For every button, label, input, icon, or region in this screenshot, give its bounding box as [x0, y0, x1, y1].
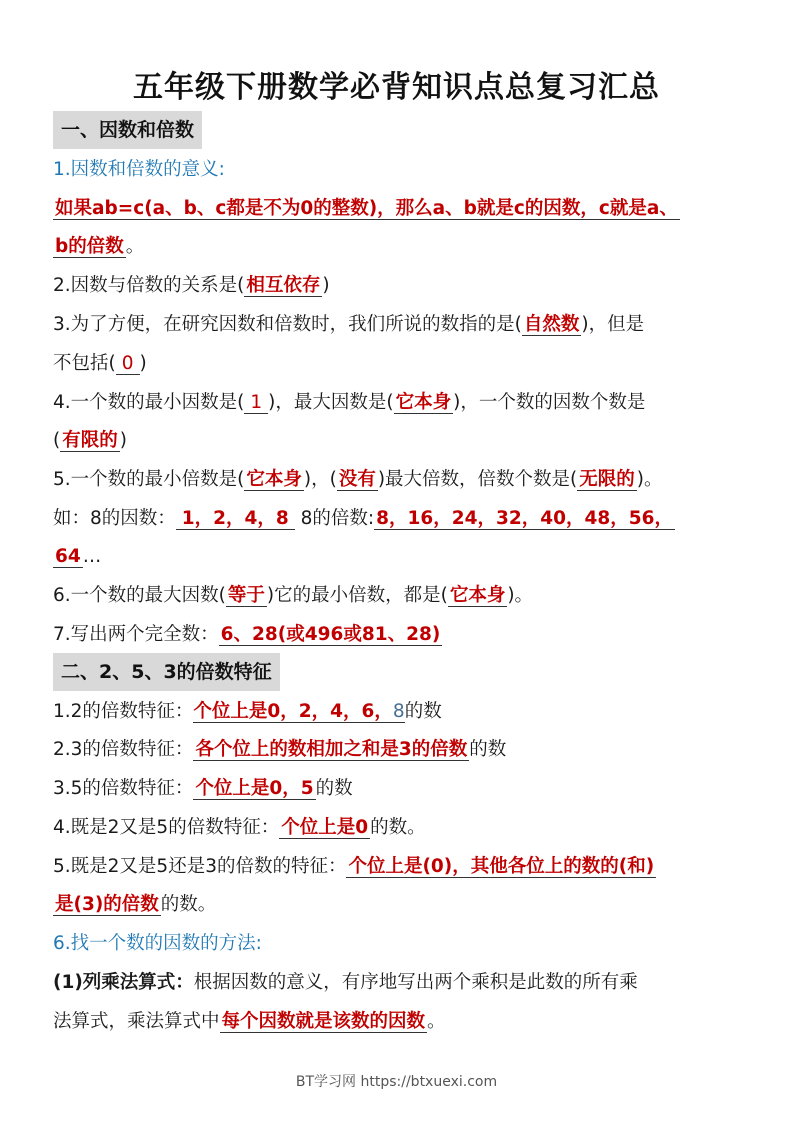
- example-line1: [53, 500, 675, 538]
- q2-prefix: 2.因数与倍数的关系是(: [53, 275, 245, 296]
- a5-answer: 个位上是(0)，其他各位上的数的(和): [348, 856, 655, 877]
- a5-line2-answer: 是(3)的倍数: [55, 894, 159, 915]
- a6-text: 根据因数的意义，有序地写出两个乘积是此数的所有乘: [193, 972, 638, 993]
- q5-mid1: )，(: [303, 469, 337, 490]
- a6-line2: [53, 1003, 446, 1041]
- a5-prefix: 5.既是2又是5还是3的倍数的特征：: [53, 856, 347, 877]
- q3-suffix: )，但是: [581, 314, 645, 335]
- a2-line: [53, 731, 506, 769]
- a3-suffix: 的数: [315, 778, 353, 799]
- a5-line2: [53, 886, 216, 924]
- a4-line: [53, 809, 426, 847]
- section-header-divisibility: 二、2、5、3的倍数特征: [53, 653, 280, 691]
- q1-title: 1.因数和倍数的意义:: [53, 159, 225, 180]
- footer-watermark: BT学习网 https://btxuexi.com: [295, 1074, 498, 1090]
- q5-line: [53, 461, 663, 499]
- q3-line2: [53, 345, 147, 383]
- q6-answer1: 等于: [227, 585, 265, 606]
- section-header-factors-multiples: 一、因数和倍数: [53, 111, 202, 149]
- a6-title: 6.找一个数的因数的方法:: [53, 933, 262, 954]
- q4-prefix: 4.一个数的最小因数是(: [53, 392, 245, 413]
- a2-prefix: 2.3的倍数特征：: [53, 739, 194, 760]
- q4-answer1: 1: [244, 392, 268, 414]
- a6-bold-label: (1)列乘法算式：: [53, 972, 194, 993]
- q4-line2: [53, 422, 127, 460]
- q1-answer-line2: b的倍数: [55, 236, 124, 257]
- a1-prefix: 1.2的倍数特征：: [53, 701, 194, 722]
- q4-mid2: )，一个数的因数个数是: [453, 392, 646, 413]
- q4-line2-suffix: ): [119, 430, 127, 451]
- a2-suffix: 的数: [469, 739, 507, 760]
- example-prefix: 如：8的因数：: [53, 508, 176, 529]
- q2-line: [53, 267, 330, 305]
- a1-answer-tail: 8: [392, 701, 405, 722]
- a3-line: [53, 770, 353, 808]
- q1-line2-end: 。: [125, 236, 145, 257]
- a6-line2-suffix: 。: [427, 1011, 446, 1032]
- q3-line2-suffix: ): [139, 353, 147, 374]
- q1-line2: [53, 228, 144, 266]
- example-mid: 8的倍数:: [294, 508, 375, 529]
- a4-prefix: 4.既是2又是5的倍数特征：: [53, 817, 280, 838]
- a1-suffix: 的数: [404, 701, 442, 722]
- a6-line2-answer: 每个因数就是该数的因数: [221, 1011, 426, 1032]
- q4-line1: [53, 384, 645, 422]
- example-answer-factors: 1，2，4，8: [176, 508, 295, 530]
- q4-answer2: 它本身: [395, 392, 452, 413]
- q3-answer: 自然数: [523, 314, 580, 335]
- q2-suffix: ): [322, 275, 330, 296]
- q1-line1: [53, 190, 680, 228]
- q6-answer2: 它本身: [449, 585, 506, 606]
- q6-line: [53, 577, 533, 615]
- q5-answer1: 它本身: [246, 469, 302, 490]
- a4-suffix: 的数。: [370, 817, 426, 838]
- q3-line1: [53, 306, 644, 344]
- page-title: 五年级下册数学必背知识点总复习汇总: [133, 70, 660, 105]
- q5-suffix: )。: [636, 469, 663, 490]
- a1-line: [53, 693, 442, 731]
- a1-answer: 个位上是0，2，4，6，: [193, 701, 393, 722]
- q7-prefix: 7.写出两个完全数：: [53, 624, 219, 645]
- a2-answer: 各个位上的数相加之和是3的倍数: [195, 739, 468, 760]
- q4-line2-prefix: (: [53, 430, 61, 451]
- a6-line2-prefix: 法算式，乘法算式中: [53, 1011, 220, 1032]
- q7-line: [53, 616, 442, 654]
- q3-prefix: 3.为了方便，在研究因数和倍数时，我们所说的数指的是(: [53, 314, 522, 335]
- example-line2-ellipsis: …: [82, 546, 102, 567]
- q5-mid2: )最大倍数，倍数个数是(: [377, 469, 578, 490]
- q4-mid1: )，最大因数是(: [268, 392, 394, 413]
- example-line2: [53, 538, 101, 576]
- a5-line2-suffix: 的数。: [160, 894, 217, 915]
- q7-answer: 6、28(或496或81、28): [220, 624, 441, 645]
- example-line2-answer: 64: [55, 546, 81, 567]
- q6-mid: )它的最小倍数，都是(: [266, 585, 448, 606]
- q1-answer-line1: 如果ab=c(a、b、c都是不为0的整数)，那么a、b就是c的因数，c就是a、: [55, 198, 678, 219]
- q6-prefix: 6.一个数的最大因数(: [53, 585, 226, 606]
- q5-prefix: 5.一个数的最小倍数是(: [53, 469, 245, 490]
- q5-answer2: 没有: [338, 469, 376, 490]
- q4-line2-answer: 有限的: [62, 430, 118, 451]
- a3-prefix: 3.5的倍数特征：: [53, 778, 194, 799]
- q3-line2-answer: 0: [116, 353, 140, 375]
- a6-line1: [53, 964, 638, 1002]
- a5-line1: [53, 848, 656, 886]
- q6-suffix: )。: [507, 585, 534, 606]
- q5-answer3: 无限的: [579, 469, 635, 490]
- example-answer-multiples: 8，16，24，32，40，48，56，: [376, 508, 674, 529]
- q3-line2-prefix: 不包括(: [53, 353, 116, 374]
- a4-answer: 个位上是0: [281, 817, 369, 838]
- q2-answer: 相互依存: [246, 275, 321, 296]
- a3-answer: 个位上是0，5: [195, 778, 314, 799]
